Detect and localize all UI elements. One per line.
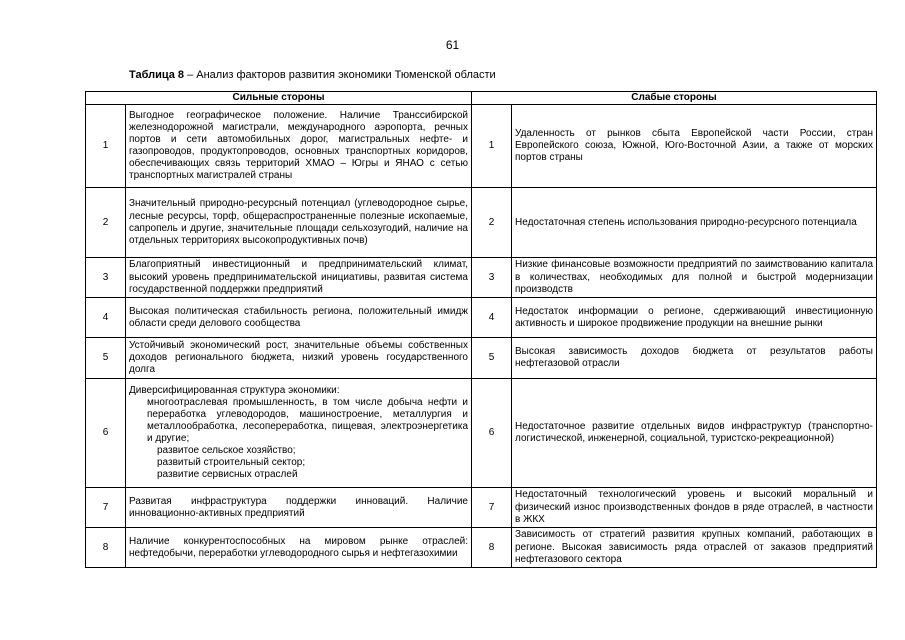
weakness-text: Недостаточная степень использования природно-ресурсного потенциала [512,188,877,258]
weaknesses-header: Слабые стороны [472,92,877,105]
strength-number: 6 [86,379,126,488]
table-row [86,258,877,298]
table-row [86,379,877,488]
strength-text: Высокая политическая стабильность региона, положительный имидж области среди делового сообщества [126,298,472,338]
swot-table [85,91,877,568]
weakness-text: Недостаточное развитие отдельных видов инфраструктур (транспортно-логистической, инженерной, социальной, туристско-рекреационной) [512,379,877,488]
strength-number: 8 [86,528,126,568]
table-caption [129,69,496,81]
strength-services: развитие сервисных отраслей [157,469,298,481]
strength-agriculture: развитое сельское хозяйство; [157,445,296,457]
strength-text: Значительный природно-ресурсный потенциал (углеводородное сырье, лесные ресурсы, торф, общераспространенные полезные ископаемые, сапропель и другие, значительные площади сельхозугодий, наличие на отдельных территориях высокопродуктивных почв) [126,188,472,258]
weakness-text: Недостаточный технологический уровень и высокий моральный и физический износ производственных фондов в ряде отраслей, в частности в ЖКХ [512,488,877,528]
table-row [86,298,877,338]
weakness-number: 4 [472,298,512,338]
weakness-number: 2 [472,188,512,258]
strength-number: 1 [86,105,126,188]
strength-number: 4 [86,298,126,338]
strength-text: Выгодное географическое положение. Наличие Транссибирской железнодорожной магистрали, международного аэропорта, речных портов и сети автомобильных дорог, магистральных нефте- и газопроводов, продуктопроводов, основных транспортных коридоров, обеспечивающих связь территорий ХМАО – Югры и ЯНАО с сетью транспортных магистралей страны [126,105,472,188]
table-row [86,188,877,258]
strength-construction: развитый строительный сектор; [157,457,306,469]
strength-number: 5 [86,338,126,379]
caption-title: – Анализ факторов развития экономики Тюменской области [184,69,496,81]
weakness-text: Недостаток информации о регионе, сдерживающий инвестиционную активность и широкое продвижение продукции на внешние рынки [512,298,877,338]
weakness-number: 7 [472,488,512,528]
header-row [86,92,877,105]
strength-text: Благоприятный инвестиционный и предпринимательский климат, высокий уровень предпринимательской инициативы, развитая система государственной поддержки предприятий [126,258,472,298]
weakness-number: 8 [472,528,512,568]
weakness-text: Низкие финансовые возможности предприятий по заимствованию капитала в количествах, необходимых для полной и быстрой модернизации производств [512,258,877,298]
table-row [86,338,877,379]
strength-text [126,379,472,488]
weakness-text: Высокая зависимость доходов бюджета от результатов работы нефтегазовой отрасли [512,338,877,379]
strength-intro: Диверсифицированная структура экономики: [129,384,340,396]
strength-text: Устойчивый экономический рост, значительные объемы собственных доходов регионального бюджета, низкий уровень государственного долга [126,338,472,379]
strength-text: Наличие конкурентоспособных на мировом рынке отраслей: нефтедобычи, переработки углеводородного сырья и нефтегазохимии [126,528,472,568]
table-row [86,488,877,528]
strengths-header: Сильные стороны [86,92,472,105]
strength-number: 3 [86,258,126,298]
strength-number: 7 [86,488,126,528]
weakness-number: 1 [472,105,512,188]
weakness-number: 5 [472,338,512,379]
table-row [86,528,877,568]
strength-industry: многоотраслевая промышленность, в том числе добыча нефти и переработка углеводородов, машиностроение, металлургия и металлообработка, лесопереработка, пищевая, электроэнергетика и другие; [147,396,468,445]
strength-number: 2 [86,188,126,258]
caption-label: Таблица 8 [129,69,185,81]
weakness-text: Зависимость от стратегий развития крупных компаний, работающих в регионе. Высокая зависимость ряда отраслей от заказов предприятий нефтегазового сектора [512,528,877,568]
weakness-text: Удаленность от рынков сбыта Европейской части России, стран Европейского союза, Южной, Юго-Восточной Азии, а также от морских портов страны [512,105,877,188]
page-number: 61 [445,38,460,52]
strength-text: Развитая инфраструктура поддержки инноваций. Наличие инновационно-активных предприятий [126,488,472,528]
weakness-number: 3 [472,258,512,298]
weakness-number: 6 [472,379,512,488]
table-row [86,105,877,188]
